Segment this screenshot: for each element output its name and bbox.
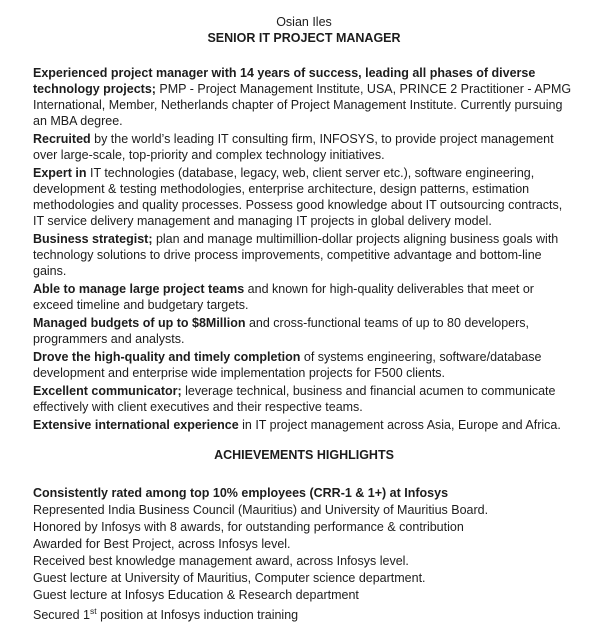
achievement-text-pre: Secured 1	[33, 608, 90, 622]
summary-paragraph	[33, 65, 575, 129]
paragraph-body: and known for high-quality deliverables that meet or exceed timeline and budgetary targets.	[33, 282, 534, 312]
achievement-item: Honored by Infosys with 8 awards, for outstanding performance & contribution	[33, 520, 464, 534]
paragraph-body: in IT project management across Asia, Europe and Africa.	[238, 418, 561, 432]
paragraph-lead: Expert in	[33, 166, 87, 180]
achievements-section	[33, 485, 575, 623]
summary-paragraph	[33, 417, 575, 433]
paragraph-lead: Business strategist;	[33, 232, 153, 246]
paragraph-body: leverage technical, business and financial acumen to communicate effectively with client executives and their respective teams.	[33, 384, 556, 414]
paragraph-lead: Drove the high-quality and timely completion	[33, 350, 301, 364]
paragraph-lead: Experienced project manager with 14 years of success, leading all phases of diverse technology projects;	[33, 66, 536, 96]
paragraph-lead: Recruited	[33, 132, 91, 146]
candidate-name: Osian Iles	[276, 15, 332, 29]
achievement-item	[33, 607, 575, 623]
paragraph-lead: Managed budgets of up to $8Million	[33, 316, 246, 330]
summary-section	[33, 65, 575, 433]
achievement-item: Represented India Business Council (Mauritius) and University of Mauritius Board.	[33, 503, 489, 517]
achievement-item: Consistently rated among top 10% employees (CRR-1 & 1+) at Infosys	[33, 486, 449, 500]
summary-paragraph	[33, 131, 575, 163]
summary-paragraph	[33, 165, 575, 229]
paragraph-body: plan and manage multimillion-dollar projects aligning business goals with technology solutions to drive process improvements, competitive advantage and bottom-line gains.	[33, 232, 559, 278]
paragraph-lead: Able to manage large project teams	[33, 282, 245, 296]
paragraph-body: IT technologies (database, legacy, web, client server etc.), software engineering, development & testing methodologies, enterprise architecture, design patterns, estimation methodologies and quality processes. Possess good knowledge about IT outsourcing contracts, IT service delivery management and managing IT projects in global delivery model.	[33, 166, 563, 228]
achievement-text-post: position at Infosys induction training	[96, 608, 299, 622]
paragraph-body: by the world’s leading IT consulting firm, INFOSYS, to provide project management over large-scale, top-priority and complex technology initiatives.	[33, 132, 554, 162]
paragraph-body: of systems engineering, software/database development and enterprise wide implementation projects for F500 clients.	[33, 350, 542, 380]
achievements-heading: ACHIEVEMENTS HIGHLIGHTS	[214, 448, 394, 462]
summary-paragraph	[33, 383, 575, 415]
summary-paragraph	[33, 231, 575, 279]
achievement-item: Guest lecture at Infosys Education & Research department	[33, 588, 359, 602]
summary-paragraph	[33, 349, 575, 381]
paragraph-body: and cross-functional teams of up to 80 developers, programmers and analysts.	[33, 316, 529, 346]
achievement-item: Received best knowledge management award, across Infosys level.	[33, 554, 409, 568]
summary-paragraph	[33, 315, 575, 347]
paragraph-body: PMP - Project Management Institute, USA, PRINCE 2 Practitioner - APMG International, Member, Netherlands chapter of Project Management Institute. Currently pursuing an MBA degree.	[33, 82, 572, 128]
ordinal-superscript: st	[89, 605, 97, 616]
achievement-item: Awarded for Best Project, across Infosys level.	[33, 537, 291, 551]
candidate-job-title: SENIOR IT PROJECT MANAGER	[207, 31, 401, 45]
achievement-item: Guest lecture at University of Mauritius, Computer science department.	[33, 571, 426, 585]
paragraph-lead: Excellent communicator;	[33, 384, 182, 398]
paragraph-lead: Extensive international experience	[33, 418, 239, 432]
summary-paragraph	[33, 281, 575, 313]
